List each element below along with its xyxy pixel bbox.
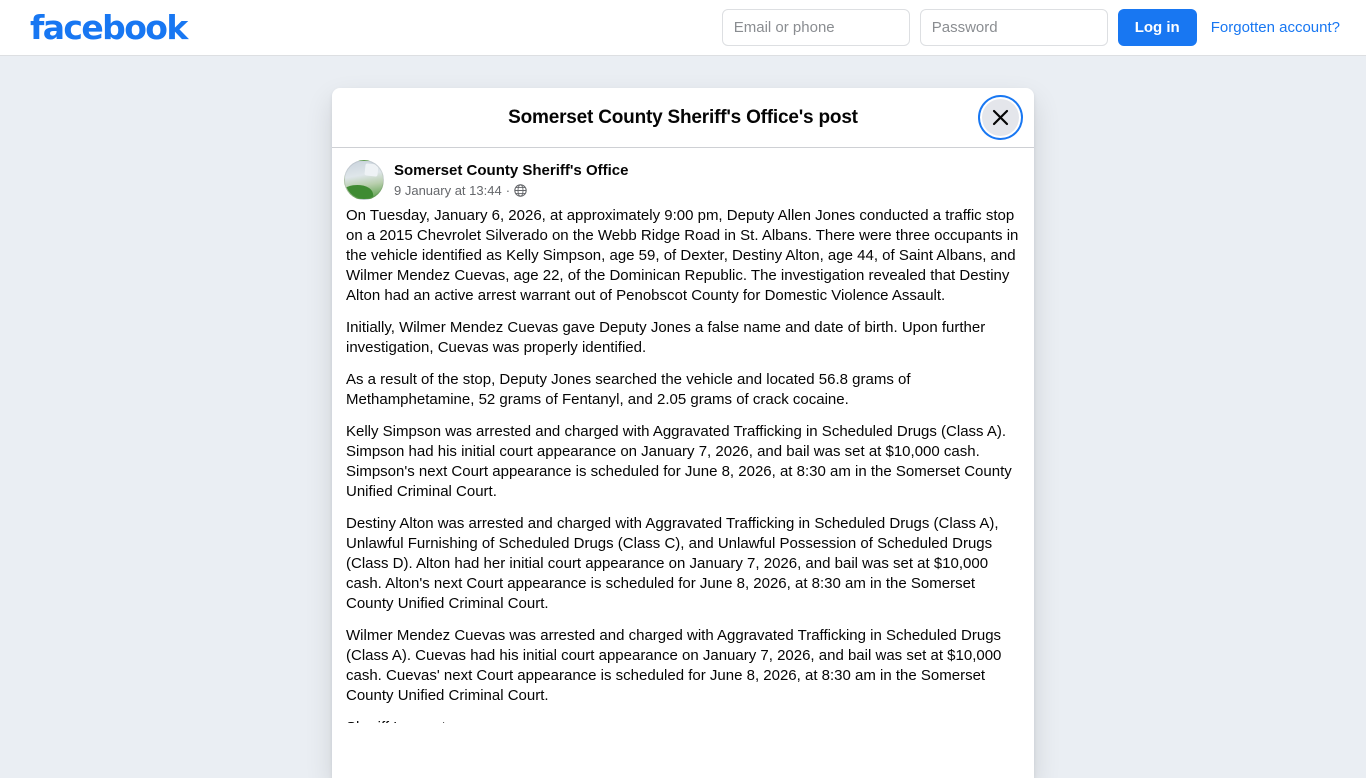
modal-title: Somerset County Sheriff's Office's post: [508, 106, 858, 128]
post-modal-dialog: [332, 88, 1034, 778]
post-subtitle: [394, 182, 628, 199]
modal-header: [332, 88, 1034, 148]
post-body-text: [344, 206, 1022, 738]
modal-footer: [332, 723, 1034, 778]
log-in-button[interactable]: Log in: [1118, 9, 1197, 46]
page-avatar[interactable]: [344, 160, 384, 200]
top-login-bar: [0, 0, 1366, 56]
close-button[interactable]: [982, 99, 1019, 136]
post-meta: [384, 160, 628, 199]
facebook-logo[interactable]: facebook: [30, 8, 187, 47]
post-paragraph: Kelly Simpson was arrested and charged with Aggravated Trafficking in Scheduled Drugs (Class A). Simpson had his initial court appearance on January 7, 2026, and bail was set at $10,000 cash. Simpson's next Court appearance is scheduled for June 8, 2026, at 8:30 am in the Somerset County Unified Criminal Court.: [346, 423, 1012, 500]
post-scroll-area[interactable]: [332, 148, 1034, 778]
close-icon: [992, 109, 1009, 126]
globe-icon: [514, 184, 527, 197]
post-paragraph: Initially, Wilmer Mendez Cuevas gave Deputy Jones a false name and date of birth. Upon further investigation, Cuevas was properly identified.: [346, 319, 986, 356]
post-paragraph: As a result of the stop, Deputy Jones searched the vehicle and located 56.8 grams of Methamphetamine, 52 grams of Fentanyl, and 2.05 grams of crack cocaine.: [346, 371, 911, 408]
post-timestamp[interactable]: 9 January at 13:44: [394, 183, 502, 198]
forgotten-account-link[interactable]: Forgotten account?: [1210, 19, 1340, 36]
post-author-name[interactable]: Somerset County Sheriff's Office: [394, 162, 629, 179]
post-paragraph: Wilmer Mendez Cuevas was arrested and charged with Aggravated Trafficking in Scheduled Drugs (Class A). Cuevas had his initial court appearance on January 7, 2026, and bail was set at $10,000 cash. Cuevas' next Court appearance is scheduled for June 8, 2026, at 8:30 am in the Somerset County Unified Criminal Court.: [346, 627, 1002, 704]
login-form: [722, 9, 1340, 46]
post-container: [332, 148, 1034, 738]
post-paragraph: Destiny Alton was arrested and charged with Aggravated Trafficking in Scheduled Drugs (Class A), Unlawful Furnishing of Scheduled Drugs (Class C), and Unlawful Possession of Scheduled Drugs (Class D). Alton had her initial court appearance on January 7, 2026, and bail was set at $10,000 cash. Alton's next Court appearance is scheduled for June 8, 2026, at 8:30 am in the Somerset County Unified Criminal Court.: [346, 515, 999, 612]
email-or-phone-input[interactable]: [722, 9, 910, 46]
separator-dot: ·: [505, 183, 511, 198]
password-input[interactable]: [920, 9, 1108, 46]
post-author-header: [344, 160, 1022, 206]
post-paragraph: On Tuesday, January 6, 2026, at approximately 9:00 pm, Deputy Allen Jones conducted a traffic stop on a 2015 Chevrolet Silverado on the Webb Ridge Road in St. Albans. There were three occupants in the vehicle identified as Kelly Simpson, age 59, of Dexter, Destiny Alton, age 44, of Saint Albans, and Wilmer Mendez Cuevas, age 22, of the Dominican Republic. The investigation revealed that Destiny Alton had an active arrest warrant out of Penobscot County for Domestic Violence Assault.: [346, 207, 1019, 304]
